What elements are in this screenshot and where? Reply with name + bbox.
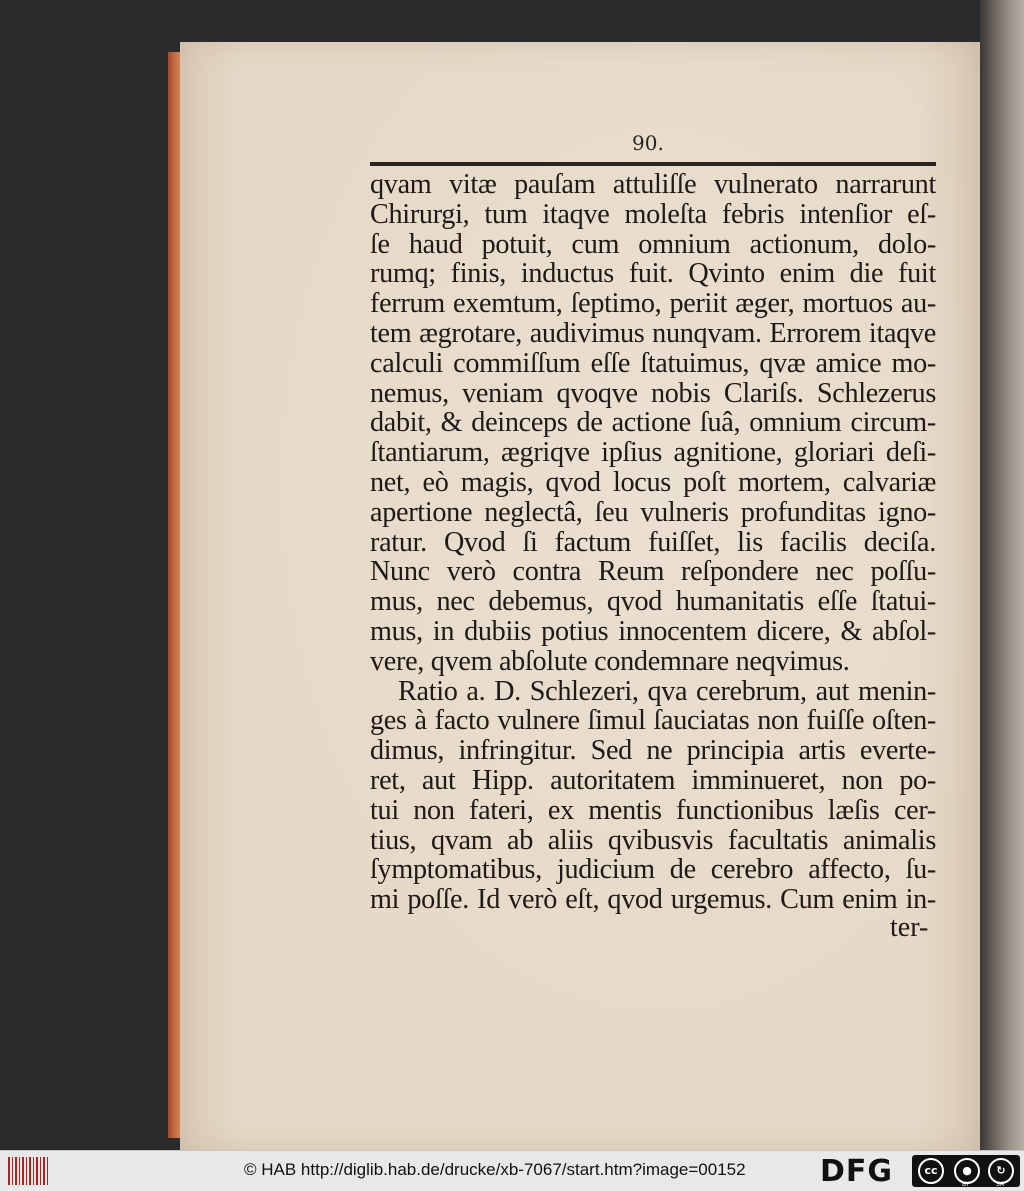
footer-bar [0, 1150, 1024, 1191]
text-line: tem ægrotare, audivimus nunqvam. Errorem itaqve [370, 317, 936, 349]
attribution-icon: ● [954, 1158, 980, 1184]
sa-label: SA [996, 1181, 1005, 1188]
catchword: ter- [890, 912, 929, 943]
text-line: mi poſſe. Id verò eſt, qvod urgemus. Cum enim in- [370, 884, 936, 916]
text-line: tui non fateri, ex mentis functionibus læſis cer- [370, 794, 936, 826]
text-line: ret, aut Hipp. autoritatem imminueret, non po- [370, 764, 936, 796]
text-line: tius, qvam ab aliis qvibusvis facultatis animalis [370, 824, 936, 856]
page-text-block [370, 170, 936, 915]
text-line: nemus, veniam qvoqve nobis Clariſs. Schlezerus [370, 377, 936, 409]
text-line: apertione neglectâ, ſeu vulneris profunditas igno- [370, 496, 936, 528]
text-line: vere, qvem abſolute condemnare neqvimus. [370, 645, 850, 677]
text-line: mus, nec debemus, qvod humanitatis eſſe ſtatui- [370, 586, 936, 618]
text-line: Ratio a. D. Schlezeri, qva cerebrum, aut menin- [398, 675, 936, 707]
text-line: ſe haud potuit, cum omnium actionum, dolo- [370, 228, 936, 260]
dfg-logo[interactable]: DFG [820, 1154, 894, 1189]
text-line: rumq; finis, inductus fuit. Qvinto enim die fuit [370, 258, 936, 290]
share-alike-icon: ↻ [988, 1158, 1014, 1184]
hab-logo-icon [8, 1157, 48, 1185]
citation-link[interactable]: © HAB http://diglib.hab.de/drucke/xb-7067/start.htm?image=00152 [244, 1160, 746, 1179]
text-line: ratur. Qvod ſi factum fuiſſet, lis facilis deciſa. [370, 526, 936, 558]
text-line: ſtantiarum, ægriqve ipſius agnitione, gloriari deſi- [370, 437, 936, 469]
cc-icon: cc [918, 1158, 944, 1184]
text-line: calculi commiſſum eſſe ſtatuimus, qvæ amice mo- [370, 347, 936, 379]
by-label: BY [962, 1181, 970, 1188]
text-line: qvam vitæ pauſam attuliſſe vulnerato narrarunt [370, 169, 936, 200]
text-line: ges à facto vulnere ſimul ſauciatas non fuiſſe oſten- [370, 705, 936, 737]
text-line: Nunc verò contra Reum reſpondere nec poſſu- [370, 556, 936, 588]
text-line: Chirurgi, tum itaqve moleſta febris intenſior eſ- [370, 198, 936, 230]
text-line: mus, in dubiis potius innocentem dicere, & abſol- [370, 615, 936, 647]
cc-license-badge[interactable] [912, 1155, 1020, 1187]
text-line: net, eò magis, qvod locus poſt mortem, calvariæ [370, 466, 936, 498]
text-line: dimus, infringitur. Sed ne principia artis everte- [370, 735, 936, 767]
facing-page-edge [980, 0, 1024, 1150]
text-line: ſymptomatibus, judicium de cerebro affecto, ſu- [370, 854, 936, 886]
page-number: 90. [632, 131, 664, 155]
header-rule [370, 162, 936, 166]
text-line: ferrum exemtum, ſeptimo, periit æger, mortuos au- [370, 288, 936, 320]
text-line: dabit, & deinceps de actione ſuâ, omnium circum- [370, 407, 936, 439]
